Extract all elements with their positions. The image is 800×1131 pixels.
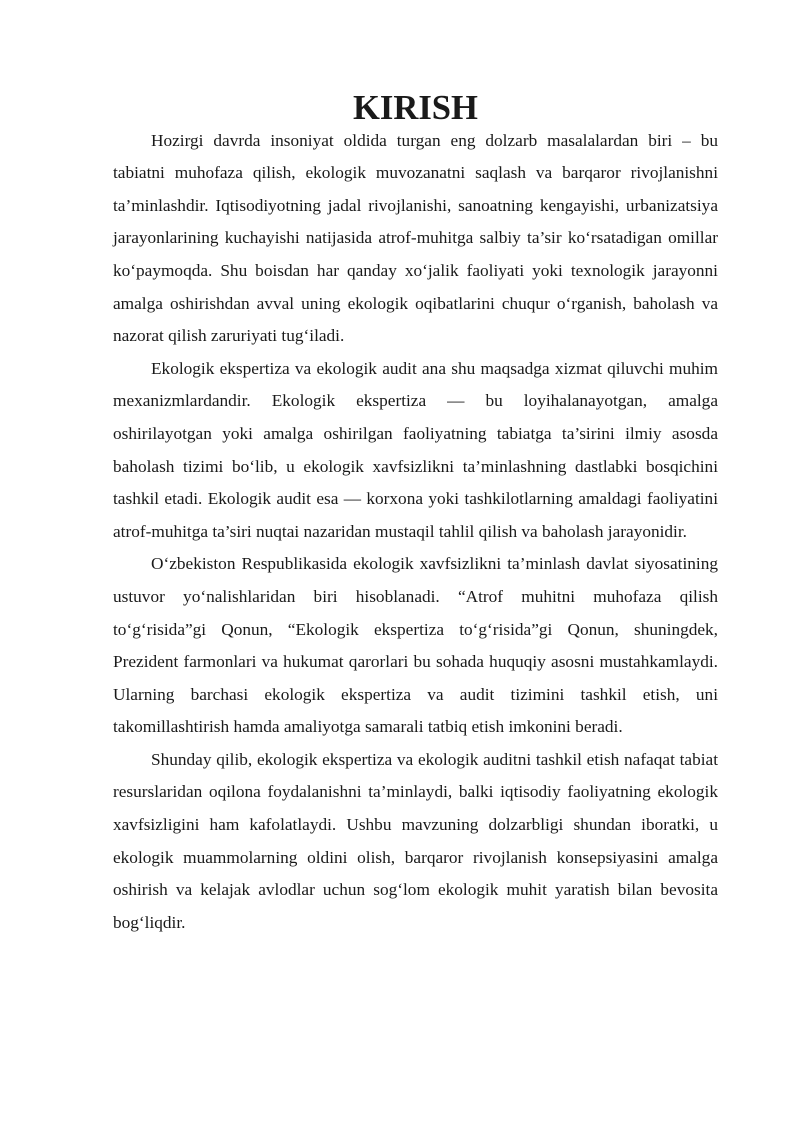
paragraph-conclusion: Shunday qilib, ekologik ekspertiza va ekologik auditni tashkil etish nafaqat tabiat resurslaridan oqilona foydalanishni ta’minlaydi, balki iqtisodiy faoliyatning ekologik xavfsizligini ham kafolatlaydi. Ushbu mavzuning dolzarbligi shundan iboratki, u ekologik muammolarning oldini olish, barqaror rivojlanish konsepsiyasini amalga oshirish va kelajak avlodlar uchun sog‘lom ekologik muhit yaratish bilan bevosita bog‘liqdir. [113,749,718,932]
paragraph-legislation: O‘zbekiston Respublikasida ekologik xavfsizlikni ta’minlash davlat siyosatining ustuvor yo‘nalishlaridan biri hisoblanadi. “Atrof muhitni muhofaza qilish to‘g‘risida”gi Qonun, “Ekologik ekspertiza to‘g‘risida”gi Qonun, shuningdek, Prezident farmonlari va hukumat qarorlari bu sohada huquqiy asosni mustahkamlaydi. Ularning barchasi ekologik ekspertiza va audit tizimini tashkil etish, uni takomillashtirish hamda amaliyotga samarali tatbiq etish imkonini beradi. [113,554,718,737]
paragraph-expertise-audit: Ekologik ekspertiza va ekologik audit ana shu maqsadga xizmat qiluvchi muhim mexanizmlardandir. Ekologik ekspertiza — bu loyihalanayotgan, amalga oshirilayotgan yoki amalga oshirilgan faoliyatning tabiatga ta’sirini ilmiy asosda baholash tizimi bo‘lib, u ekologik xavfsizlikni ta’minlashning dastlabki bosqichini tashkil etadi. Ekologik audit esa — korxona yoki tashkilotlarning amaldagi faoliyatini atrof-muhitga ta’siri nuqtai nazaridan mustaqil tahlil qilish va baholash jarayonidir. [113,358,718,541]
document-page [113,89,718,939]
paragraph-intro: Hozirgi davrda insoniyat oldida turgan eng dolzarb masalalardan biri – bu tabiatni muhofaza qilish, ekologik muvozanatni saqlash va barqaror rivojlanishni ta’minlashdir. Iqtisodiyotning jadal rivojlanishi, sanoatning kengayishi, urbanizatsiya jarayonlarining kuchayishi natijasida atrof-muhitga salbiy ta’sir ko‘rsatadigan omillar ko‘paymoqda. Shu boisdan har qanday xo‘jalik faoliyati yoki texnologik jarayonni amalga oshirishdan avval uning ekologik oqibatlarini chuqur o‘rganish, baholash va nazorat qilish zaruriyati tug‘iladi. [113,130,718,346]
document-title: KIRISH [353,89,478,127]
